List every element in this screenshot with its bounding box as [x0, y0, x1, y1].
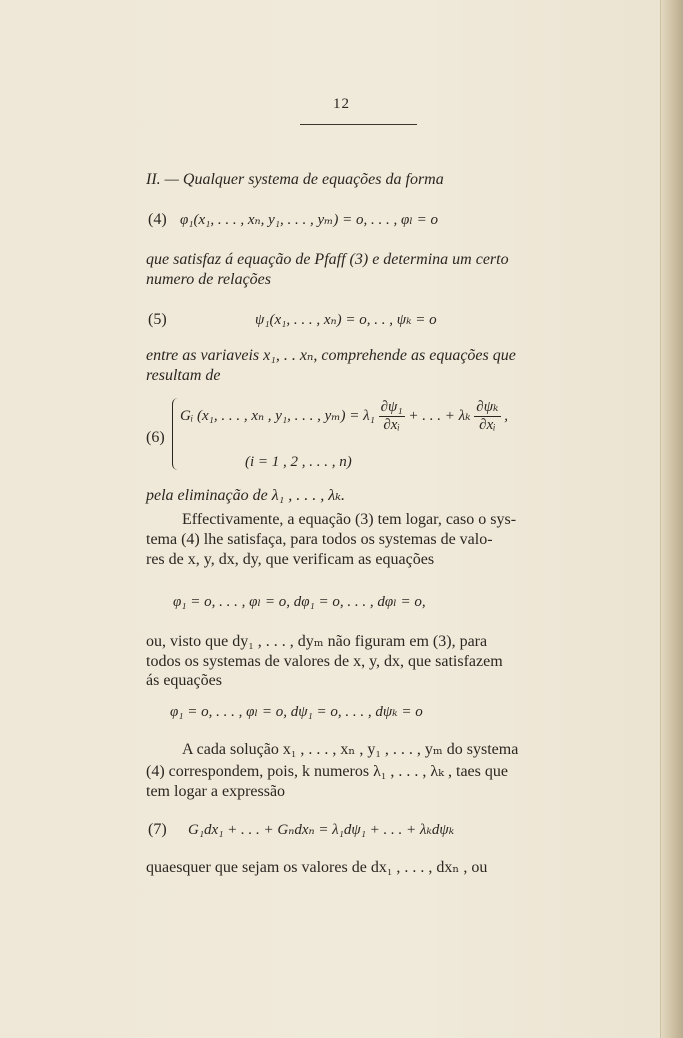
fraction-1-numerator: ∂ψ₁: [380, 399, 403, 416]
fraction-2-numerator: ∂ψₖ: [476, 399, 499, 416]
text-line: Effectivamente, a equação (3) tem logar, caso o sys-: [182, 511, 517, 528]
text-line: todos os systemas de valores de x, y, dx, que satisfazem: [146, 653, 503, 670]
equation-4-label: (4): [148, 211, 167, 228]
intro-line: [146, 170, 444, 190]
text-line: tem logar a expressão: [146, 783, 286, 800]
text-line: que satisfaz á equação de Pfaff (3) e determina um certo: [146, 251, 509, 268]
equation-5: ψ₁(x₁, . . . , xₙ) = o, . . , ψₖ = o: [255, 312, 437, 328]
fraction-2-denominator: ∂xᵢ: [479, 417, 496, 434]
text-line: A cada solução x₁ , . . . , xₙ , y₁ , . . . , yₘ do systema: [182, 741, 519, 758]
text-line: resultam de: [146, 367, 221, 384]
text-line: (4) correspondem, pois, k numeros λ₁ , . . . , λₖ , taes que: [146, 763, 508, 780]
page-number: 12: [333, 96, 350, 112]
text-line: entre as variaveis x₁, . . xₙ, comprehende as equações que: [146, 347, 516, 364]
text-line: ou, visto que dy₁ , . . . , dyₘ não figuram em (3), para: [146, 633, 488, 650]
equation-6-label: (6): [146, 429, 165, 446]
equation-b: φ₁ = o, . . . , φₗ = o, dψ₁ = o, . . . , dψₖ = o: [170, 704, 423, 720]
equation-6-left: Gᵢ (x₁, . . . , xₙ , y₁, . . . , yₘ) = λ₁: [180, 408, 375, 424]
equation-6-middle: + . . . + λₖ: [408, 408, 471, 424]
equation-6-end: ,: [504, 408, 508, 424]
equation-7-label: (7): [148, 821, 167, 838]
fraction-1-denominator: ∂xᵢ: [383, 417, 400, 434]
text-line: pela eliminação de λ₁ , . . . , λₖ.: [146, 487, 345, 504]
equation-6-range: (i = 1 , 2 , . . . , n): [245, 454, 352, 470]
intro-text: II. — Qualquer systema de equações da forma: [146, 171, 444, 188]
equation-6-brace: [172, 398, 179, 470]
text-line: res de x, y, dx, dy, que verificam as equações: [146, 551, 435, 568]
text-line: numero de relações: [146, 271, 271, 288]
fraction-2: [474, 399, 500, 434]
page-edge: [660, 0, 683, 1038]
fraction-1: [379, 399, 405, 434]
header-rule: [300, 124, 417, 125]
text-line: quaesquer que sejam os valores de dx₁ , . . . , dxₙ , ou: [146, 859, 488, 876]
equation-4: φ₁(x₁, . . . , xₙ, y₁, . . . , yₘ) = o, . . . , φₗ = o: [180, 212, 439, 228]
equation-a: φ₁ = o, . . . , φₗ = o, dφ₁ = o, . . . , dφₗ = o,: [173, 594, 426, 610]
text-line: ás equações: [146, 672, 222, 689]
equation-7: G₁dx₁ + . . . + Gₙdxₙ = λ₁dψ₁ + . . . + λₖdψₖ: [188, 822, 455, 838]
text-line: tema (4) lhe satisfaça, para todos os systemas de valo-: [146, 531, 493, 548]
equation-6: [180, 396, 508, 436]
equation-5-label: (5): [148, 311, 167, 328]
